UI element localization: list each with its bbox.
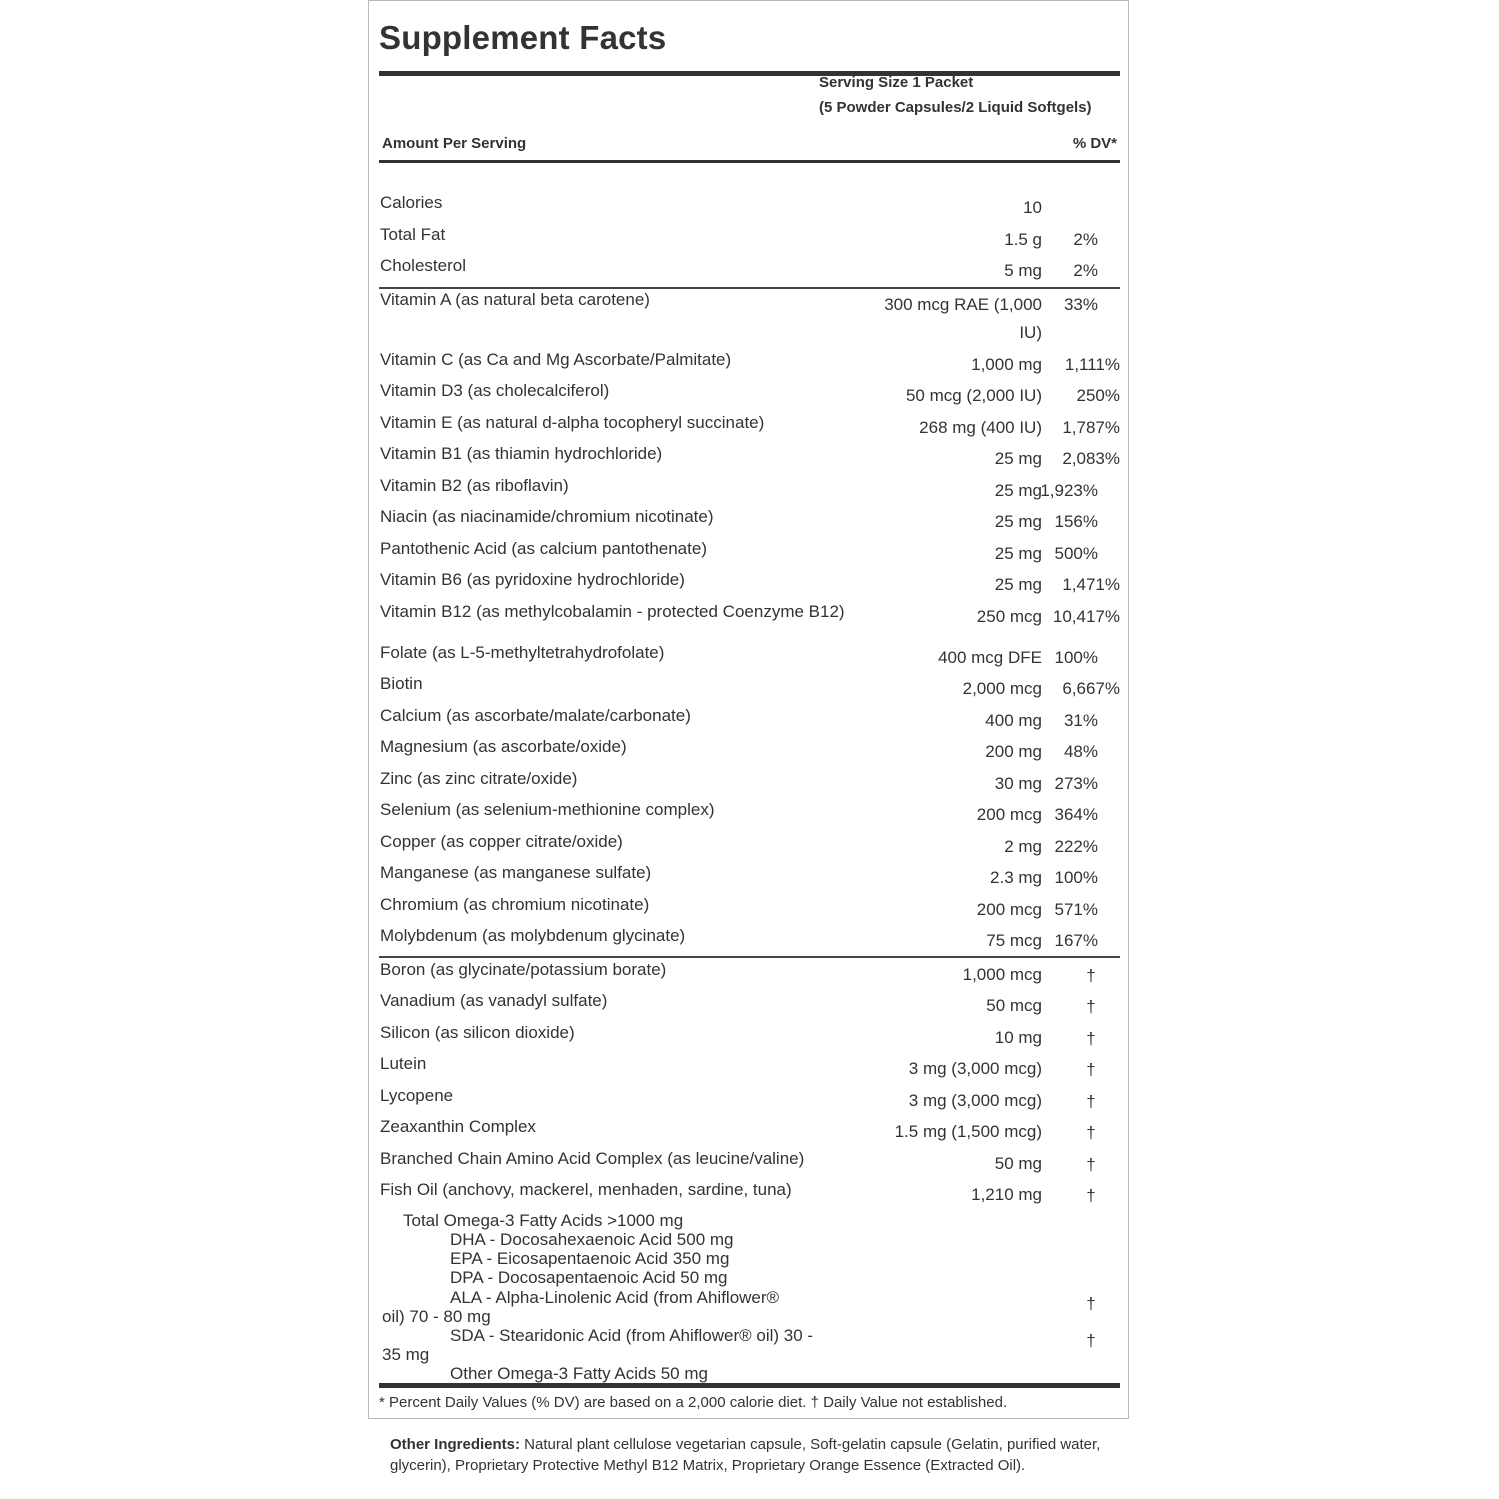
dagger-mark: † bbox=[1086, 1155, 1096, 1174]
amount-per-serving-header: Amount Per Serving bbox=[382, 135, 527, 152]
nutrient-amount: 30 mg bbox=[994, 774, 1042, 793]
nutrient-name: Manganese (as manganese sulfate) bbox=[380, 863, 652, 882]
serving-detail: (5 Powder Capsules/2 Liquid Softgels) bbox=[819, 99, 1092, 116]
nutrient-amount: 10 bbox=[1023, 198, 1042, 217]
footnote: * Percent Daily Values (% DV) are based on a 2,000 calorie diet. † Daily Value not established. bbox=[379, 1394, 1008, 1411]
nutrient-dv: 48% bbox=[1063, 742, 1098, 761]
nutrient-amount: 50 mcg bbox=[986, 996, 1042, 1015]
nutrient-name: Zinc (as zinc citrate/oxide) bbox=[380, 769, 578, 788]
nutrient-amount: 200 mcg bbox=[976, 805, 1042, 824]
nutrient-dv: 156% bbox=[1054, 512, 1098, 531]
nutrient-amount: 2 mg bbox=[1004, 837, 1042, 856]
nutrient-dv: 33% bbox=[1063, 295, 1098, 314]
nutrient-name: Molybdenum (as molybdenum glycinate) bbox=[380, 926, 686, 945]
nutrient-dv: 31% bbox=[1063, 711, 1098, 730]
nutrient-dv: 500% bbox=[1054, 544, 1098, 563]
nutrient-dv: 10,417% bbox=[1052, 607, 1120, 626]
dv-header: % DV* bbox=[1072, 135, 1117, 152]
nutrient-dv: 571% bbox=[1054, 900, 1098, 919]
nutrient-name: Total Fat bbox=[380, 225, 446, 244]
nutrient-name: Calcium (as ascorbate/malate/carbonate) bbox=[380, 706, 691, 725]
dagger-mark: † bbox=[1086, 1186, 1096, 1205]
nutrient-amount: 200 mg bbox=[985, 742, 1042, 761]
nutrient-dv: 1,471% bbox=[1062, 575, 1120, 594]
omega-total: Total Omega-3 Fatty Acids >1000 mg bbox=[403, 1211, 684, 1230]
nutrient-amount: 1,000 mcg bbox=[962, 965, 1042, 984]
omega-epa: EPA - Eicosapentaenoic Acid 350 mg bbox=[450, 1249, 730, 1268]
nutrient-name: Magnesium (as ascorbate/oxide) bbox=[380, 737, 627, 756]
nutrient-dv: 1,923% bbox=[1040, 481, 1098, 500]
nutrient-amount: 3 mg (3,000 mcg) bbox=[908, 1059, 1042, 1078]
divider-header bbox=[379, 160, 1120, 163]
nutrient-name: Vitamin D3 (as cholecalciferol) bbox=[380, 381, 610, 400]
nutrient-name: Branched Chain Amino Acid Complex (as leucine/valine) bbox=[380, 1149, 805, 1168]
nutrient-amount: 75 mcg bbox=[986, 931, 1042, 950]
label-title: Supplement Facts bbox=[379, 19, 667, 56]
omega-sda-cont: 35 mg bbox=[382, 1345, 430, 1364]
nutrient-name: Lutein bbox=[380, 1054, 427, 1073]
nutrient-name: Biotin bbox=[380, 674, 423, 693]
other-ingredients-text: Natural plant cellulose vegetarian capsule, Soft-gelatin capsule (Gelatin, purified water, glycerin), Proprietary Protective Methyl B12 Matrix, Proprietary Orange Essence (Extracted Oil). bbox=[390, 1436, 1101, 1474]
nutrient-dv: 1,111% bbox=[1064, 355, 1120, 374]
nutrient-amount: 250 mcg bbox=[976, 607, 1042, 626]
nutrient-name: Vitamin B2 (as riboflavin) bbox=[380, 476, 569, 495]
divider-bottom bbox=[379, 1383, 1120, 1388]
dagger-mark: † bbox=[1086, 1123, 1096, 1142]
nutrient-name: Silicon (as silicon dioxide) bbox=[380, 1023, 575, 1042]
nutrient-name: Vitamin A (as natural beta carotene) bbox=[380, 290, 650, 309]
nutrient-dv: 2,083% bbox=[1062, 449, 1120, 468]
nutrient-dv: 2% bbox=[1073, 230, 1098, 249]
dagger-mark: † bbox=[1086, 1294, 1096, 1313]
nutrient-amount: 50 mg bbox=[994, 1154, 1042, 1173]
nutrient-name: Vitamin B6 (as pyridoxine hydrochloride) bbox=[380, 570, 685, 589]
other-ingredients-label: Other Ingredients: bbox=[390, 1436, 521, 1453]
divider-others bbox=[379, 956, 1120, 958]
nutrient-amount: 25 mg bbox=[994, 449, 1042, 468]
nutrient-amount: 5 mg bbox=[1004, 261, 1042, 280]
omega-dha: DHA - Docosahexaenoic Acid 500 mg bbox=[450, 1230, 734, 1249]
omega-ala: ALA - Alpha-Linolenic Acid (from Ahiflower® bbox=[450, 1288, 780, 1307]
nutrient-dv: 2% bbox=[1073, 261, 1098, 280]
nutrient-name: Calories bbox=[380, 193, 443, 212]
nutrient-name: Folate (as L-5-methyltetrahydrofolate) bbox=[380, 643, 665, 662]
nutrient-amount: 400 mcg DFE bbox=[938, 648, 1042, 667]
divider-vitamins bbox=[379, 287, 1120, 289]
dagger-mark: † bbox=[1086, 997, 1096, 1016]
nutrient-amount: 2.3 mg bbox=[990, 868, 1042, 887]
nutrient-amount: 10 mg bbox=[994, 1028, 1042, 1047]
nutrient-amount: 50 mcg (2,000 IU) bbox=[905, 386, 1042, 405]
nutrient-dv: 273% bbox=[1054, 774, 1098, 793]
dagger-mark: † bbox=[1086, 1060, 1096, 1079]
nutrient-dv: 222% bbox=[1054, 837, 1098, 856]
nutrient-dv: 1,787% bbox=[1062, 418, 1120, 437]
dagger-mark: † bbox=[1086, 966, 1096, 985]
other-ingredients bbox=[390, 1434, 1110, 1476]
nutrient-name: Vitamin E (as natural d-alpha tocopheryl succinate) bbox=[380, 413, 765, 432]
nutrient-name: Niacin (as niacinamide/chromium nicotinate) bbox=[380, 507, 714, 526]
nutrient-amount: 2,000 mcg bbox=[962, 679, 1042, 698]
nutrient-name: Copper (as copper citrate/oxide) bbox=[380, 832, 623, 851]
nutrient-amount: 25 mg bbox=[994, 544, 1042, 563]
nutrient-amount: 1,000 mg bbox=[971, 355, 1042, 374]
omega-ala-cont: oil) 70 - 80 mg bbox=[382, 1307, 491, 1326]
supplement-facts-panel bbox=[368, 0, 1129, 1419]
dagger-mark: † bbox=[1086, 1092, 1096, 1111]
nutrient-name: Vitamin B1 (as thiamin hydrochloride) bbox=[380, 444, 663, 463]
nutrient-dv: 364% bbox=[1054, 805, 1098, 824]
nutrient-name: Lycopene bbox=[380, 1086, 454, 1105]
nutrient-amount: 268 mg (400 IU) bbox=[919, 418, 1042, 437]
nutrient-name: Vanadium (as vanadyl sulfate) bbox=[380, 991, 608, 1010]
nutrient-amount: 25 mg bbox=[994, 512, 1042, 531]
omega-sda: SDA - Stearidonic Acid (from Ahiflower® oil) 30 - bbox=[450, 1326, 814, 1345]
omega-other: Other Omega-3 Fatty Acids 50 mg bbox=[450, 1364, 708, 1383]
nutrient-name: Vitamin B12 (as methylcobalamin - protected Coenzyme B12) bbox=[380, 602, 845, 621]
nutrient-amount: 1,210 mg bbox=[971, 1185, 1042, 1204]
nutrient-dv: 100% bbox=[1054, 868, 1098, 887]
nutrient-dv: 100% bbox=[1054, 648, 1098, 667]
nutrient-dv: 167% bbox=[1054, 931, 1098, 950]
dagger-mark: † bbox=[1086, 1331, 1096, 1350]
nutrient-amount: 25 mg bbox=[994, 481, 1042, 500]
nutrient-amount-cont: IU) bbox=[1019, 323, 1042, 342]
nutrient-amount: 1.5 mg (1,500 mcg) bbox=[894, 1122, 1042, 1141]
omega-dpa: DPA - Docosapentaenoic Acid 50 mg bbox=[450, 1268, 728, 1287]
nutrient-dv: 6,667% bbox=[1062, 679, 1120, 698]
nutrient-amount: 25 mg bbox=[994, 575, 1042, 594]
nutrient-name: Cholesterol bbox=[380, 256, 466, 275]
nutrient-amount: 300 mcg RAE (1,000 bbox=[884, 295, 1042, 314]
nutrient-name: Chromium (as chromium nicotinate) bbox=[380, 895, 650, 914]
nutrient-amount: 200 mcg bbox=[976, 900, 1042, 919]
divider-thick bbox=[379, 71, 1120, 76]
dagger-mark: † bbox=[1086, 1029, 1096, 1048]
nutrient-amount: 1.5 g bbox=[1004, 230, 1042, 249]
serving-size: Serving Size 1 Packet bbox=[819, 74, 974, 91]
nutrient-name: Vitamin C (as Ca and Mg Ascorbate/Palmitate) bbox=[380, 350, 732, 369]
nutrient-name: Zeaxanthin Complex bbox=[380, 1117, 536, 1136]
nutrient-name: Pantothenic Acid (as calcium pantothenate) bbox=[380, 539, 707, 558]
nutrient-name: Selenium (as selenium-methionine complex) bbox=[380, 800, 715, 819]
nutrient-name: Fish Oil (anchovy, mackerel, menhaden, sardine, tuna) bbox=[380, 1180, 792, 1199]
nutrient-name: Boron (as glycinate/potassium borate) bbox=[380, 960, 667, 979]
nutrient-amount: 3 mg (3,000 mcg) bbox=[908, 1091, 1042, 1110]
nutrient-dv: 250% bbox=[1076, 386, 1120, 405]
nutrient-amount: 400 mg bbox=[985, 711, 1042, 730]
